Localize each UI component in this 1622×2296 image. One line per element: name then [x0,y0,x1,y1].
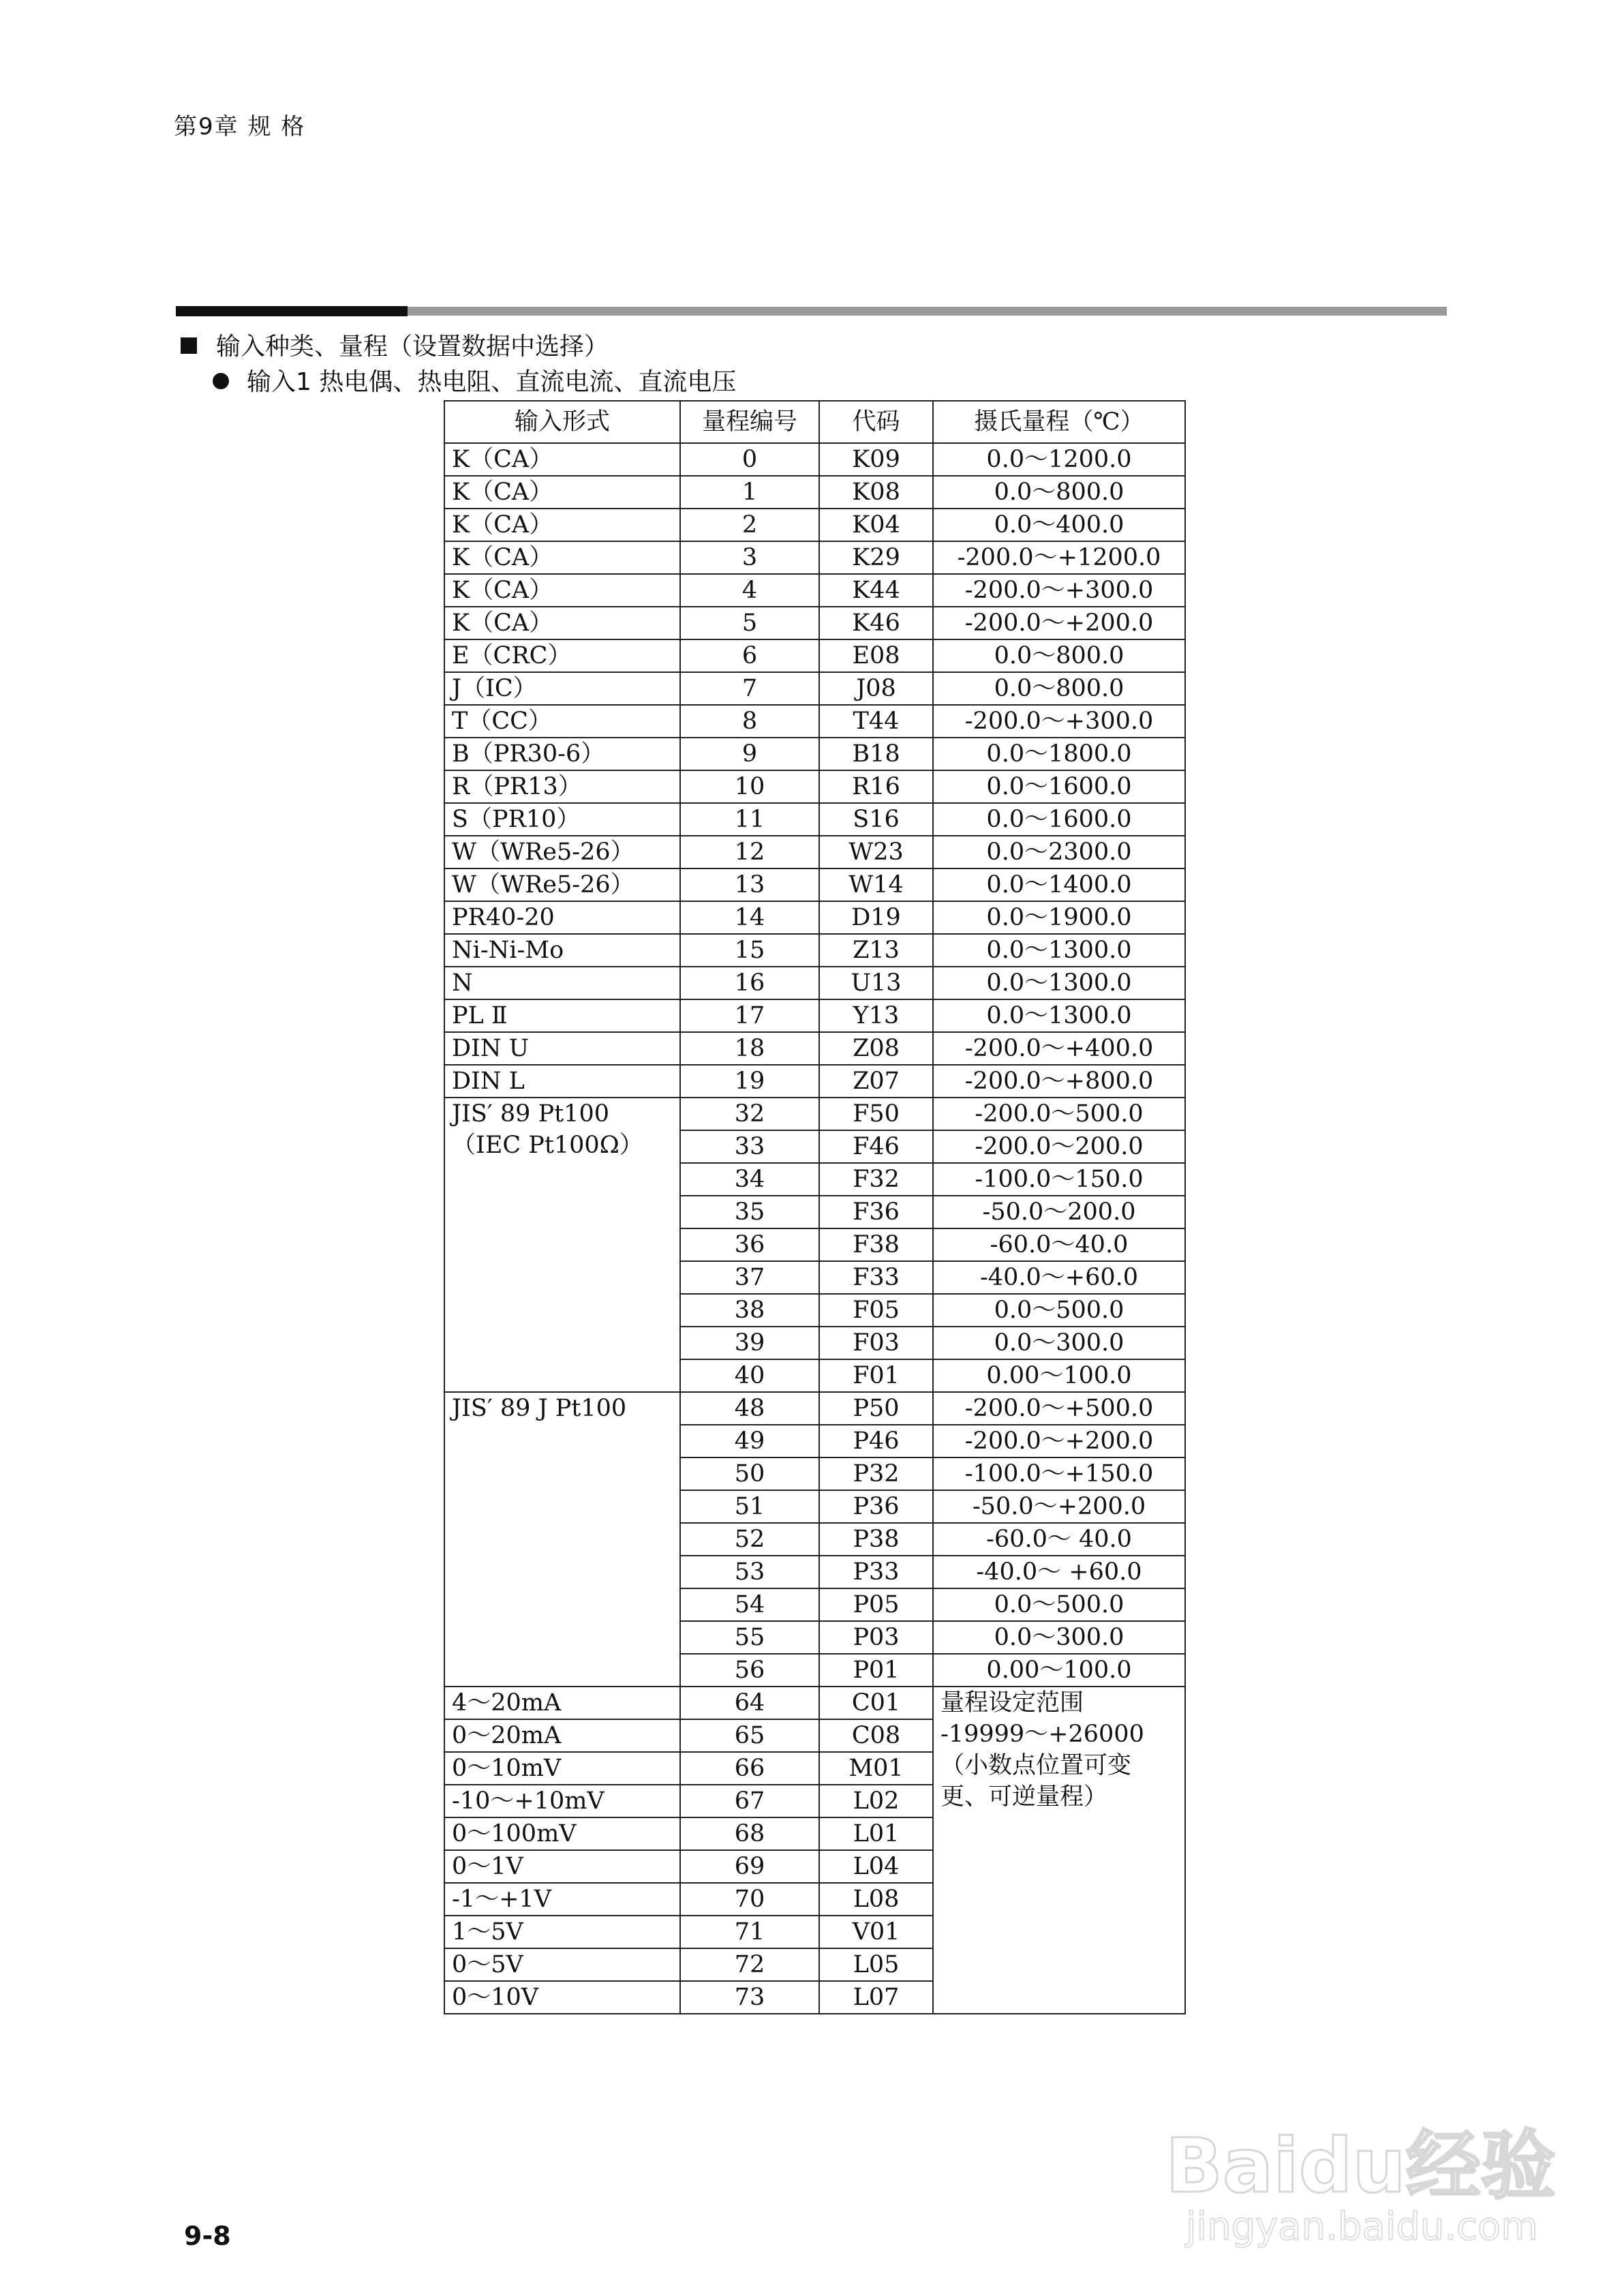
cell-code: F33 [819,1261,933,1294]
cell-input-type: K（CA） [444,476,680,509]
table-row [444,443,1185,476]
cell-code: F32 [819,1163,933,1196]
cell-code: L08 [819,1883,933,1916]
cell-range-number: 19 [680,1065,819,1098]
table-row [444,1687,1185,1719]
table-row [444,639,1185,672]
cell-range-number: 52 [680,1523,819,1556]
cell-input-type: 4～20mA [444,1687,680,1719]
cell-input-type: 0～10V [444,1981,680,2014]
cell-input-type: T（CC） [444,705,680,738]
chapter-header: 第9章 规 格 [174,113,306,140]
cell-range-number: 50 [680,1457,819,1490]
cell-code: B18 [819,738,933,770]
cell-range-number: 37 [680,1261,819,1294]
cell-input-type: 0～100mV [444,1817,680,1850]
page-number: 9-8 [184,2221,231,2251]
cell-range-number: 5 [680,607,819,639]
cell-code: R16 [819,770,933,803]
cell-code: E08 [819,639,933,672]
cell-celsius-range: -200.0～+200.0 [933,607,1185,639]
table-row [444,1392,1185,1425]
cell-celsius-range: -200.0～+500.0 [933,1392,1185,1425]
cell-range-number: 32 [680,1098,819,1130]
cell-range-number: 17 [680,999,819,1032]
cell-code: K09 [819,443,933,476]
cell-celsius-range: 0.0～1400.0 [933,868,1185,901]
table-row [444,868,1185,901]
cell-input-type: E（CRC） [444,639,680,672]
cell-input-type: 0～1V [444,1850,680,1883]
cell-celsius-range: 0.0～1600.0 [933,770,1185,803]
cell-code: P03 [819,1621,933,1654]
cell-code: P05 [819,1588,933,1621]
cell-code: Z08 [819,1032,933,1065]
cell-code: C01 [819,1687,933,1719]
header-rule-dark [176,306,408,316]
group-label-line1: JIS′ 89 Pt100 [452,1100,609,1128]
cell-code: K08 [819,476,933,509]
cell-code: Z07 [819,1065,933,1098]
cell-input-type: K（CA） [444,509,680,541]
cell-range-number: 16 [680,967,819,999]
cell-range-number: 11 [680,803,819,836]
cell-range-number: 2 [680,509,819,541]
cell-code: L04 [819,1850,933,1883]
cell-code: T44 [819,705,933,738]
cell-input-type: -10～+10mV [444,1785,680,1817]
table-row [444,607,1185,639]
cell-code: P38 [819,1523,933,1556]
note-line: 更、可逆量程） [940,1783,1108,1811]
cell-celsius-range: -100.0～+150.0 [933,1457,1185,1490]
cell-celsius-range: -200.0～+400.0 [933,1032,1185,1065]
cell-input-type: 1～5V [444,1916,680,1948]
cell-range-number: 71 [680,1916,819,1948]
cell-range-number: 10 [680,770,819,803]
cell-code: K46 [819,607,933,639]
cell-input-type-group [444,1098,680,1392]
table-row [444,1032,1185,1065]
cell-celsius-range: 0.0～1800.0 [933,738,1185,770]
table-row [444,803,1185,836]
cell-range-number: 54 [680,1588,819,1621]
cell-celsius-range: 0.0～300.0 [933,1621,1185,1654]
cell-input-type: K（CA） [444,607,680,639]
table-row [444,509,1185,541]
watermark-url-text: jingyan.baidu.com [1186,2205,1538,2249]
cell-code: W14 [819,868,933,901]
table-row [444,1098,1185,1130]
cell-celsius-range: -200.0～+300.0 [933,574,1185,607]
cell-range-number: 39 [680,1327,819,1359]
cell-input-type: W（WRe5-26） [444,836,680,868]
section-title: 输入种类、量程（设置数据中选择） [216,333,609,361]
note-line: 量程设定范围 [940,1689,1084,1717]
cell-range-number: 34 [680,1163,819,1196]
cell-input-type: PR40-20 [444,901,680,934]
cell-range-setting-note [933,1687,1185,2014]
cell-input-type: Ni-Ni-Mo [444,934,680,967]
cell-range-number: 18 [680,1032,819,1065]
cell-input-type: B（PR30-6） [444,738,680,770]
group-label-line2: （IEC Pt100Ω） [452,1132,643,1159]
cell-range-number: 15 [680,934,819,967]
cell-code: F36 [819,1196,933,1228]
table-row [444,541,1185,574]
cell-celsius-range: -200.0～500.0 [933,1098,1185,1130]
cell-code: S16 [819,803,933,836]
header-celsius-range: 摄氏量程（℃） [933,401,1185,443]
cell-input-type: R（PR13） [444,770,680,803]
note-line: -19999～+26000 [940,1721,1144,1748]
cell-code: P50 [819,1392,933,1425]
cell-celsius-range: -60.0～ 40.0 [933,1523,1185,1556]
cell-range-number: 56 [680,1654,819,1687]
cell-celsius-range: 0.0～1300.0 [933,934,1185,967]
cell-celsius-range: 0.0～1300.0 [933,999,1185,1032]
watermark-brand-text: Baidu经验 [1165,2122,1556,2209]
cell-input-type: 0～10mV [444,1752,680,1785]
cell-celsius-range: 0.0～1600.0 [933,803,1185,836]
cell-range-number: 51 [680,1490,819,1523]
table-row [444,836,1185,868]
cell-celsius-range: 0.0～1300.0 [933,967,1185,999]
table-row [444,738,1185,770]
cell-range-number: 8 [680,705,819,738]
cell-code: C08 [819,1719,933,1752]
cell-code: K04 [819,509,933,541]
cell-range-number: 13 [680,868,819,901]
table-row [444,672,1185,705]
cell-code: P32 [819,1457,933,1490]
table-header-row [444,401,1185,443]
cell-range-number: 48 [680,1392,819,1425]
cell-celsius-range: 0.0～400.0 [933,509,1185,541]
cell-input-type: 0～20mA [444,1719,680,1752]
cell-code: P01 [819,1654,933,1687]
cell-celsius-range: -200.0～+800.0 [933,1065,1185,1098]
cell-range-number: 72 [680,1948,819,1981]
cell-input-type: K（CA） [444,574,680,607]
cell-celsius-range: 0.0～1900.0 [933,901,1185,934]
cell-code: U13 [819,967,933,999]
cell-celsius-range: -60.0～40.0 [933,1228,1185,1261]
circle-bullet-icon [213,373,229,389]
cell-code: F46 [819,1130,933,1163]
cell-range-number: 53 [680,1556,819,1588]
cell-range-number: 55 [680,1621,819,1654]
input-range-table [444,400,1186,2014]
cell-code: M01 [819,1752,933,1785]
cell-range-number: 7 [680,672,819,705]
cell-code: V01 [819,1916,933,1948]
table-row [444,476,1185,509]
header-range-number: 量程编号 [680,401,819,443]
cell-celsius-range: 0.0～1200.0 [933,443,1185,476]
cell-code: F38 [819,1228,933,1261]
cell-celsius-range: 0.0～500.0 [933,1588,1185,1621]
cell-input-type: K（CA） [444,443,680,476]
cell-input-type: 0～5V [444,1948,680,1981]
cell-celsius-range: -100.0～150.0 [933,1163,1185,1196]
cell-range-number: 14 [680,901,819,934]
cell-range-number: 33 [680,1130,819,1163]
cell-range-number: 49 [680,1425,819,1457]
table-row [444,770,1185,803]
cell-range-number: 73 [680,1981,819,2014]
cell-input-type: DIN U [444,1032,680,1065]
cell-celsius-range: -50.0～+200.0 [933,1490,1185,1523]
table-row [444,999,1185,1032]
cell-input-type: K（CA） [444,541,680,574]
note-line: （小数点位置可变 [940,1752,1132,1779]
cell-celsius-range: 0.0～800.0 [933,639,1185,672]
cell-celsius-range: -40.0～+60.0 [933,1261,1185,1294]
cell-range-number: 0 [680,443,819,476]
header-rule-gray [408,307,1447,316]
cell-code: P46 [819,1425,933,1457]
cell-code: Y13 [819,999,933,1032]
cell-range-number: 4 [680,574,819,607]
cell-range-number: 69 [680,1850,819,1883]
cell-code: Z13 [819,934,933,967]
table-row [444,934,1185,967]
cell-code: D19 [819,901,933,934]
cell-celsius-range: 0.00～100.0 [933,1654,1185,1687]
cell-range-number: 70 [680,1883,819,1916]
cell-range-number: 67 [680,1785,819,1817]
cell-range-number: 66 [680,1752,819,1785]
header-input-type: 输入形式 [444,401,680,443]
cell-input-type: J（IC） [444,672,680,705]
cell-celsius-range: -200.0～+200.0 [933,1425,1185,1457]
cell-range-number: 9 [680,738,819,770]
cell-code: F50 [819,1098,933,1130]
baidu-watermark-logo [1159,2110,1581,2253]
table-row [444,1065,1185,1098]
cell-celsius-range: -200.0～+1200.0 [933,541,1185,574]
table-row [444,705,1185,738]
cell-range-number: 1 [680,476,819,509]
subsection-title: 输入1 热电偶、热电阻、直流电流、直流电压 [247,368,737,396]
subsection-heading [213,363,736,397]
cell-celsius-range: -200.0～+300.0 [933,705,1185,738]
table-row [444,967,1185,999]
cell-range-number: 35 [680,1196,819,1228]
cell-input-type: DIN L [444,1065,680,1098]
cell-celsius-range: 0.00～100.0 [933,1359,1185,1392]
cell-input-type-group: JIS′ 89 J Pt100 [444,1392,680,1687]
cell-range-number: 40 [680,1359,819,1392]
table-row [444,901,1185,934]
cell-celsius-range: 0.0～800.0 [933,672,1185,705]
cell-input-type: -1～+1V [444,1883,680,1916]
cell-code: L07 [819,1981,933,2014]
cell-celsius-range: -40.0～ +60.0 [933,1556,1185,1588]
cell-code: K44 [819,574,933,607]
cell-celsius-range: -200.0～200.0 [933,1130,1185,1163]
cell-range-number: 3 [680,541,819,574]
cell-range-number: 12 [680,836,819,868]
cell-code: L01 [819,1817,933,1850]
cell-range-number: 65 [680,1719,819,1752]
cell-code: L05 [819,1948,933,1981]
cell-celsius-range: 0.0～2300.0 [933,836,1185,868]
table-row [444,574,1185,607]
cell-range-number: 38 [680,1294,819,1327]
cell-range-number: 6 [680,639,819,672]
cell-code: F01 [819,1359,933,1392]
cell-code: J08 [819,672,933,705]
cell-code: W23 [819,836,933,868]
cell-input-type: W（WRe5-26） [444,868,680,901]
cell-code: K29 [819,541,933,574]
cell-celsius-range: 0.0～800.0 [933,476,1185,509]
cell-celsius-range: 0.0～300.0 [933,1327,1185,1359]
section-heading [181,327,609,362]
cell-celsius-range: 0.0～500.0 [933,1294,1185,1327]
cell-range-number: 64 [680,1687,819,1719]
cell-input-type: PL Ⅱ [444,999,680,1032]
cell-code: F03 [819,1327,933,1359]
square-bullet-icon [181,337,197,354]
cell-code: F05 [819,1294,933,1327]
cell-input-type: N [444,967,680,999]
cell-code: L02 [819,1785,933,1817]
cell-range-number: 68 [680,1817,819,1850]
header-code: 代码 [819,401,933,443]
cell-code: P36 [819,1490,933,1523]
cell-range-number: 36 [680,1228,819,1261]
cell-code: P33 [819,1556,933,1588]
cell-input-type: S（PR10） [444,803,680,836]
cell-celsius-range: -50.0～200.0 [933,1196,1185,1228]
